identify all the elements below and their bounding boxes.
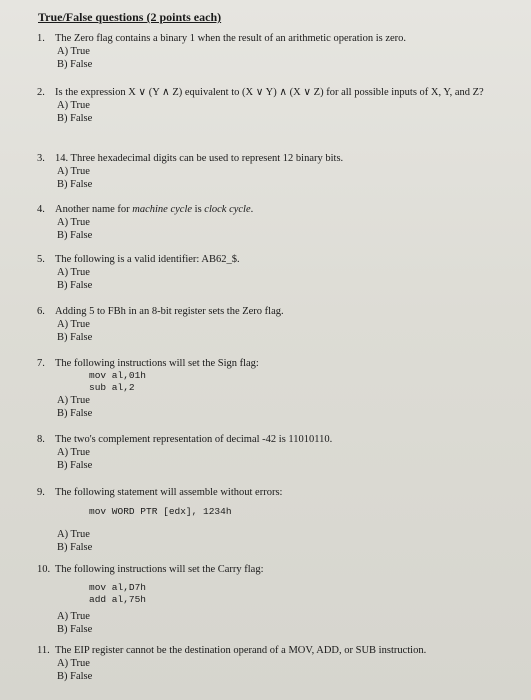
option-false[interactable]: B) False xyxy=(57,59,93,70)
term-clock-cycle: clock cycle xyxy=(204,204,251,215)
question-5 xyxy=(37,253,240,292)
question-11 xyxy=(37,644,426,683)
option-true[interactable]: A) True xyxy=(57,166,90,177)
section-heading: True/False questions (2 points each) xyxy=(38,10,222,24)
question-2 xyxy=(37,86,525,125)
option-false[interactable]: B) False xyxy=(57,179,93,190)
question-6 xyxy=(37,305,284,344)
option-true[interactable]: A) True xyxy=(57,611,90,622)
question-9 xyxy=(37,486,282,554)
question-text: The following is a valid identifier: AB62_$. xyxy=(55,254,240,265)
option-false[interactable]: B) False xyxy=(57,113,93,124)
option-true[interactable]: A) True xyxy=(57,267,90,278)
code-line: mov WORD PTR [edx], 1234h xyxy=(89,506,232,517)
option-true[interactable]: A) True xyxy=(57,319,90,330)
code-line: sub al,2 xyxy=(89,382,135,393)
question-number: 3. xyxy=(37,153,45,164)
question-text: The two's complement representation of decimal -42 is 11010110. xyxy=(55,434,333,445)
question-1 xyxy=(37,32,406,71)
option-true[interactable]: A) True xyxy=(57,658,90,669)
question-text: 14. Three hexadecimal digits can be used to represent 12 binary bits. xyxy=(55,153,344,164)
option-false[interactable]: B) False xyxy=(57,542,93,553)
option-false[interactable]: B) False xyxy=(57,408,93,419)
question-number: 5. xyxy=(37,254,45,265)
question-number: 9. xyxy=(37,487,45,498)
code-line: add al,75h xyxy=(89,594,147,605)
question-text: The Zero flag contains a binary 1 when the result of an arithmetic operation is zero. xyxy=(55,33,407,44)
question-number: 6. xyxy=(37,306,45,317)
question-number: 10. xyxy=(37,564,51,575)
question-7 xyxy=(37,357,259,420)
option-false[interactable]: B) False xyxy=(57,230,93,241)
question-number: 11. xyxy=(37,645,50,656)
code-line: mov al,D7h xyxy=(89,582,147,593)
option-false[interactable]: B) False xyxy=(57,280,93,291)
option-false[interactable]: B) False xyxy=(57,624,93,635)
question-number: 2. xyxy=(37,87,45,98)
question-text: Is the expression X ∨ (Y ∧ Z) equivalent to (X ∨ Y) ∧ (X ∨ Z) for all possible inputs of X, Y, and Z? xyxy=(55,87,484,98)
question-text: The EIP register cannot be the destination operand of a MOV, ADD, or SUB instruction. xyxy=(55,645,427,656)
question-number: 4. xyxy=(37,204,45,215)
question-number: 7. xyxy=(37,358,45,369)
option-true[interactable]: A) True xyxy=(57,100,90,111)
question-8 xyxy=(37,433,332,472)
question-text: The following instructions will set the Sign flag: xyxy=(55,358,259,369)
term-machine-cycle: machine cycle xyxy=(132,204,193,215)
option-false[interactable]: B) False xyxy=(57,671,93,682)
question-text: Another name for machine cycle is clock cycle. xyxy=(55,204,254,215)
question-text: Adding 5 to FBh in an 8-bit register sets the Zero flag. xyxy=(55,306,284,317)
question-number: 8. xyxy=(37,434,45,445)
option-true[interactable]: A) True xyxy=(57,217,90,228)
question-3 xyxy=(37,152,343,191)
question-text: The following statement will assemble without errors: xyxy=(55,487,283,498)
question-text: The following instructions will set the Carry flag: xyxy=(55,564,264,575)
question-10 xyxy=(37,563,264,636)
option-false[interactable]: B) False xyxy=(57,332,93,343)
question-4 xyxy=(37,203,253,242)
code-line: mov al,01h xyxy=(89,370,147,381)
option-false[interactable]: B) False xyxy=(57,460,93,471)
question-number: 1. xyxy=(37,33,45,44)
option-true[interactable]: A) True xyxy=(57,395,90,406)
option-true[interactable]: A) True xyxy=(57,529,90,540)
option-true[interactable]: A) True xyxy=(57,46,90,57)
option-true[interactable]: A) True xyxy=(57,447,90,458)
